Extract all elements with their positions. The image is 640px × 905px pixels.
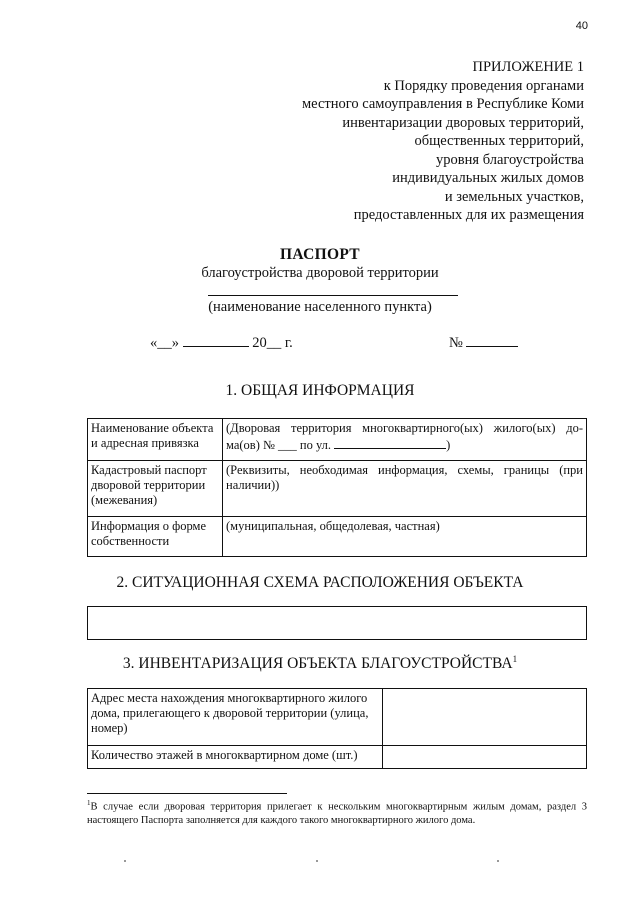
row-label: Адрес места нахождения многоквартирного жилого дома, прилегающего к дворовой территории (улица, номер) xyxy=(88,689,383,746)
row-value xyxy=(383,746,587,769)
appendix-line: местного самоуправления в Республике Коми xyxy=(302,96,584,112)
row-value: (муниципальная, общедолевая, частная) xyxy=(223,517,587,557)
passport-subtitle: благоустройства дворовой территории xyxy=(201,265,439,281)
locality-caption: (наименование населенного пункта) xyxy=(208,299,432,315)
table-row xyxy=(88,461,587,517)
table-row xyxy=(88,746,587,769)
page-number: 40 xyxy=(575,20,588,32)
scan-artifact xyxy=(316,860,318,862)
number-blank xyxy=(466,334,518,347)
row-value xyxy=(223,419,587,461)
row-label: Количество этажей в многоквартирном доме (шт.) xyxy=(88,746,383,769)
footnote-reference: 1 xyxy=(512,654,518,664)
locality-blank-line xyxy=(208,295,458,296)
number-label: № xyxy=(449,335,463,351)
inventory-table xyxy=(87,688,587,769)
appendix-line: индивидуальных жилых домов xyxy=(392,170,584,186)
section-3-title-text: 3. ИНВЕНТАРИЗАЦИЯ ОБЪЕКТА БЛАГОУСТРОЙСТВА xyxy=(122,655,513,673)
table-row xyxy=(88,517,587,557)
appendix-line: ПРИЛОЖЕНИЕ 1 xyxy=(472,59,584,75)
number-field xyxy=(449,334,518,352)
section-1-title: 1. ОБЩАЯ ИНФОРМАЦИЯ xyxy=(225,382,415,399)
row-value: (Реквизиты, необходимая информация, схемы, границы (при наличии)) xyxy=(223,461,587,517)
row-value xyxy=(383,689,587,746)
footnote-mark: 1 xyxy=(87,799,91,807)
appendix-header xyxy=(224,58,584,225)
appendix-line: к Порядку проведения органами xyxy=(383,77,584,94)
date-month-blank xyxy=(183,334,249,347)
row-label: Наименование объекта и адресная привязка xyxy=(88,419,223,461)
appendix-line: инвентаризации дворовых территорий, xyxy=(342,114,584,131)
section-2-title: 2. СИТУАЦИОННАЯ СХЕМА РАСПОЛОЖЕНИЯ ОБЪЕКТА xyxy=(116,574,524,591)
passport-title: ПАСПОРТ xyxy=(280,246,360,263)
object-name-close: ) xyxy=(446,438,451,452)
general-info-table xyxy=(87,418,587,557)
section-3-title xyxy=(0,654,640,673)
appendix-line: уровня благоустройства xyxy=(436,151,584,168)
street-blank xyxy=(334,436,446,449)
appendix-line: и земельных участков, xyxy=(444,188,584,205)
scan-artifact xyxy=(497,860,499,862)
row-label: Информация о форме собственности xyxy=(88,517,223,557)
scan-artifact xyxy=(124,860,126,862)
date-field xyxy=(150,334,293,352)
object-name-text: (Дворовая территория многоквартирного(ых) жилого(ых) до-ма(ов) № ___ по ул. xyxy=(226,421,583,452)
date-year: 20__ г. xyxy=(252,335,293,351)
appendix-line: предоставленных для их размещения xyxy=(353,207,584,223)
row-label: Кадастровый паспорт дворовой территории (межевания) xyxy=(88,461,223,517)
appendix-line: общественных территорий, xyxy=(414,133,584,149)
table-row xyxy=(88,689,587,746)
footnote-text: В случае если дворовая территория прилегает к нескольким многоквартирным жилым домам, раздел 3 настоящего Паспорта заполняется для каждого такого многоквартирного жилого дома. xyxy=(87,801,587,826)
footnote-divider xyxy=(87,793,287,794)
table-row xyxy=(88,419,587,461)
date-day: «__» xyxy=(150,335,179,351)
footnote xyxy=(87,797,587,827)
situational-scheme-box xyxy=(87,606,587,640)
